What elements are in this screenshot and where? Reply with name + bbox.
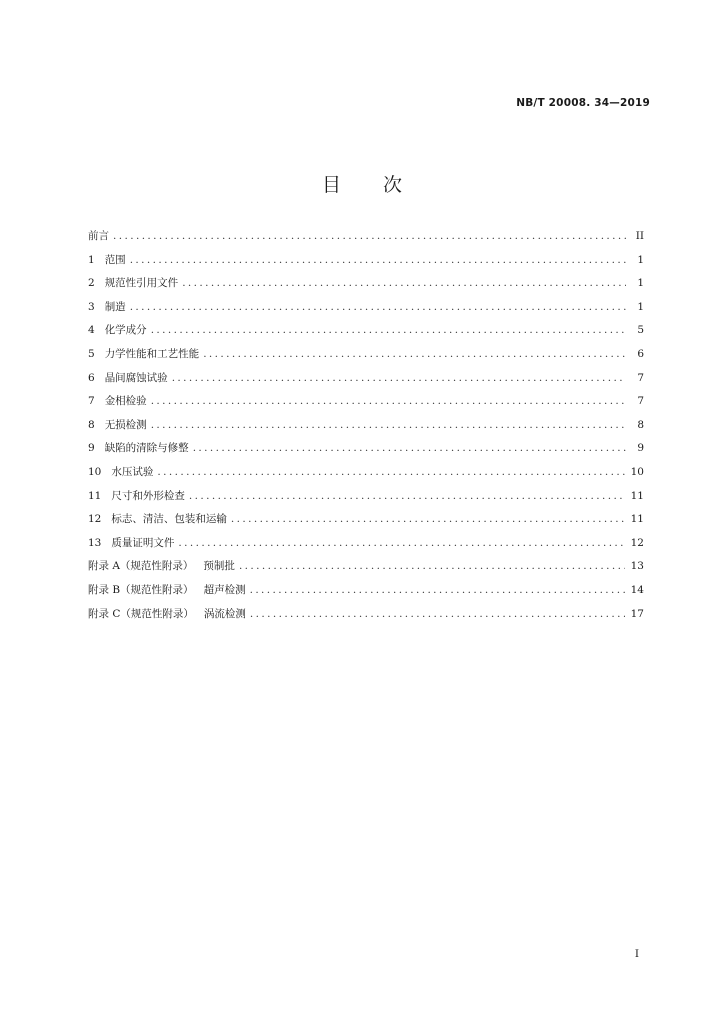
toc-leader-dots: [193, 440, 626, 456]
toc-entry-appendix-b[interactable]: [88, 582, 644, 606]
toc-entry-number: 3: [88, 300, 95, 313]
toc-leader-dots: [250, 582, 625, 598]
toc-entry-label: 尺寸和外形检查: [111, 489, 185, 502]
toc-leader-dots: [250, 606, 625, 622]
toc-entry-page: 11: [630, 513, 644, 526]
table-of-contents: [88, 228, 644, 629]
toc-entry-label: 水压试验: [111, 465, 154, 478]
toc-leader-dots: [151, 417, 626, 433]
toc-entry-number: 9: [88, 442, 95, 455]
toc-leader-dots: [172, 370, 626, 386]
toc-entry-2[interactable]: [88, 275, 644, 299]
toc-entry-4[interactable]: [88, 322, 644, 346]
toc-entry-label: 附录 A（规范性附录） 预制批: [88, 560, 235, 573]
toc-entry-number: 6: [88, 371, 95, 384]
toc-entry-1[interactable]: [88, 252, 644, 276]
toc-entry-number: 8: [88, 418, 95, 431]
toc-title: 目 次: [321, 174, 421, 196]
toc-entry-page: 12: [630, 536, 644, 549]
toc-entry-number: 1: [88, 253, 95, 266]
toc-leader-dots: [231, 511, 625, 527]
page-number: I: [634, 948, 639, 960]
toc-entry-page: 1: [637, 253, 644, 266]
toc-entry-page: 7: [637, 395, 644, 408]
toc-leader-dots: [113, 228, 626, 244]
toc-entry-13[interactable]: [88, 535, 644, 559]
toc-leader-dots: [151, 393, 626, 409]
toc-entry-7[interactable]: [88, 393, 644, 417]
toc-entry-page: 7: [637, 371, 644, 384]
toc-entry-number: 2: [88, 277, 95, 290]
toc-leader-dots: [178, 535, 624, 551]
toc-entry-5[interactable]: [88, 346, 644, 370]
toc-entry-label: 附录 B（规范性附录） 超声检测: [88, 583, 246, 596]
toc-entry-label: 规范性引用文件: [104, 277, 179, 290]
toc-entry-label: 附录 C（规范性附录） 涡流检测: [88, 607, 246, 620]
toc-entry-page: 14: [630, 583, 644, 596]
toc-leader-dots: [157, 464, 624, 480]
toc-entry-label: 力学性能和工艺性能: [104, 347, 200, 360]
toc-entry-page: 1: [637, 277, 644, 290]
toc-entry-page: 17: [630, 607, 644, 620]
toc-entry-page: 6: [637, 347, 644, 360]
toc-entry-6[interactable]: [88, 370, 644, 394]
toc-entry-page: II: [635, 230, 644, 242]
toc-entry-label: 晶间腐蚀试验: [104, 371, 168, 384]
toc-entry-8[interactable]: [88, 417, 644, 441]
toc-entry-label: 范围: [104, 253, 126, 266]
toc-entry-label: 无损检测: [104, 418, 147, 431]
toc-entry-page: 13: [630, 560, 644, 573]
toc-entry-page: 11: [630, 489, 644, 502]
toc-entry-label: 质量证明文件: [111, 536, 175, 549]
toc-entry-label: 金相检验: [104, 395, 147, 408]
toc-entry-number: 5: [88, 347, 95, 360]
toc-entry-label: 标志、清洁、包装和运输: [111, 513, 227, 526]
toc-entry-3[interactable]: [88, 299, 644, 323]
toc-entry-appendix-c[interactable]: [88, 606, 644, 630]
toc-entry-number: 12: [88, 513, 102, 526]
toc-entry-page: 1: [637, 300, 644, 313]
toc-entry-label: 化学成分: [104, 324, 147, 337]
toc-entry-label: 前言: [88, 230, 109, 242]
toc-leader-dots: [203, 346, 626, 362]
toc-entry-label: 缺陷的清除与修整: [104, 442, 189, 455]
toc-entry-foreword[interactable]: [88, 228, 644, 252]
toc-entry-number: 11: [88, 489, 102, 502]
toc-leader-dots: [130, 299, 626, 315]
toc-leader-dots: [239, 558, 625, 574]
toc-entry-page: 9: [637, 442, 644, 455]
toc-leader-dots: [151, 322, 626, 338]
toc-entry-page: 5: [637, 324, 644, 337]
toc-entry-label: 制造: [104, 300, 126, 313]
toc-entry-number: 7: [88, 395, 95, 408]
toc-leader-dots: [182, 275, 626, 291]
toc-entry-10[interactable]: [88, 464, 644, 488]
toc-entry-11[interactable]: [88, 488, 644, 512]
toc-entry-number: 10: [88, 465, 102, 478]
toc-leader-dots: [130, 252, 626, 268]
toc-entry-9[interactable]: [88, 440, 644, 464]
toc-entry-number: 13: [88, 536, 102, 549]
toc-entry-page: 8: [637, 418, 644, 431]
toc-entry-page: 10: [630, 465, 644, 478]
toc-entry-number: 4: [88, 324, 95, 337]
toc-entry-appendix-a[interactable]: [88, 558, 644, 582]
toc-entry-12[interactable]: [88, 511, 644, 535]
toc-leader-dots: [189, 488, 625, 504]
standard-number: NB/T 20008. 34—2019: [516, 97, 650, 109]
